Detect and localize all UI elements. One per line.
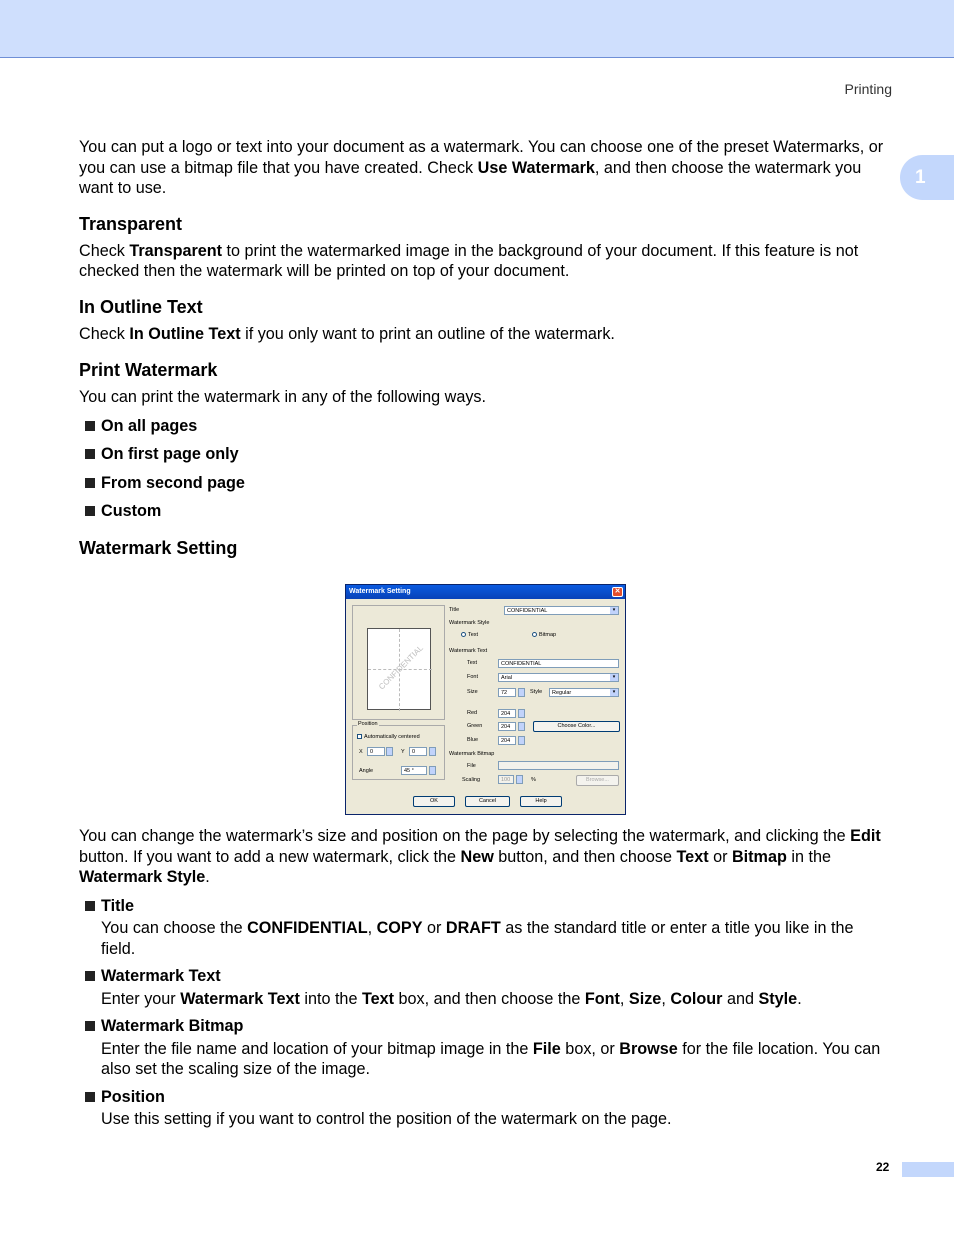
font-select[interactable]: Arial ▾ [498,673,619,682]
angle-spinner[interactable] [429,766,436,775]
y-input[interactable]: 0 [409,747,427,756]
dialog-title-bar [346,585,625,599]
x-input[interactable]: 0 [367,747,385,756]
close-icon[interactable]: ✕ [612,587,623,597]
text-group-label: Watermark Text [449,648,488,654]
page-content [79,137,891,559]
item-watermark-text-text: Enter your Watermark Text into the Text box, and then choose the Font, Size, Colour and Style. [101,989,802,1008]
red-label: Red [467,710,478,716]
text-radio[interactable]: Text [461,632,478,638]
item-watermark-bitmap-label: Watermark Bitmap [79,1016,891,1037]
watermark-setting-dialog [345,584,626,815]
chevron-down-icon: ▾ [610,674,618,681]
red-spinner[interactable] [518,709,525,718]
y-label: Y [401,749,405,755]
item-position-text: Use this setting if you want to control the position of the watermark on the page. [101,1110,672,1128]
size-label: Size [467,689,478,695]
page-number: 22 [876,1160,890,1174]
preview-watermark-text: CONFIDENTIAL [377,643,425,692]
size-input[interactable]: 72 [498,688,516,697]
preview-panel [352,605,445,720]
footer-band [902,1162,954,1177]
scaling-label: Scaling [462,777,481,783]
option-all-pages: On all pages [79,416,891,437]
outline-paragraph: Check In Outline Text if you only want to print an outline of the watermark. [79,324,615,343]
y-spinner[interactable] [429,747,436,756]
title-label: Title [449,607,460,613]
item-watermark-bitmap-text: Enter the file name and location of your bitmap image in the File box, or Browse for the file location. You can also set the scaling size of the image. [101,1039,881,1078]
option-first-page: On first page only [79,444,891,465]
scaling-unit: % [531,777,536,783]
angle-input[interactable]: 45 ° [401,766,427,775]
item-watermark-text-label: Watermark Text [79,966,891,987]
heading-watermark-setting: Watermark Setting [79,537,238,558]
ok-button[interactable]: OK [413,796,455,807]
green-spinner[interactable] [518,722,525,731]
blue-spinner[interactable] [518,736,525,745]
blue-label: Blue [467,737,479,743]
bitmap-group-label: Watermark Bitmap [449,751,495,757]
item-title-label: Title [79,896,891,917]
position-group-label: Position [358,721,378,727]
radio-icon [532,632,537,637]
green-label: Green [467,723,483,729]
auto-center-checkbox[interactable]: Automatically centered [357,734,420,740]
browse-button[interactable]: Browse... [576,775,619,786]
chevron-down-icon: ▾ [610,607,618,614]
after-dialog-paragraph: You can change the watermark’s size and position on the page by selecting the watermark, and clicking the Edit button. If you want to add a new watermark, click the New button, and then choose Text or Bitmap in the Watermark Style. [79,827,881,886]
chapter-tab: 1 [900,155,954,200]
cancel-button[interactable]: Cancel [465,796,510,807]
style-select[interactable]: Regular ▾ [549,688,619,697]
green-input[interactable]: 204 [498,722,516,731]
bitmap-radio[interactable]: Bitmap [532,632,556,638]
scaling-spinner[interactable] [516,775,523,784]
text-label: Text [467,660,478,666]
heading-transparent: Transparent [79,213,183,234]
item-position-label: Position [79,1087,891,1108]
heading-outline: In Outline Text [79,296,203,317]
radio-icon [461,632,466,637]
section-title: Printing [844,81,892,97]
angle-label: Angle [359,768,374,774]
position-group [352,721,445,780]
option-custom: Custom [79,501,891,522]
item-title-text: You can choose the CONFIDENTIAL, COPY or DRAFT as the standard title or enter a title you like in the field. [101,919,854,958]
red-input[interactable]: 204 [498,709,516,718]
intro-paragraph: You can put a logo or text into your document as a watermark. You can choose one of the preset Watermarks, or you can use a bitmap file that you have created. Check Use Watermark, and then choose the watermark you want to use. [79,138,884,197]
heading-print-watermark: Print Watermark [79,360,218,380]
page-content-lower [79,826,891,1130]
help-button[interactable]: Help [520,796,562,807]
size-spinner[interactable] [518,688,525,697]
x-label: X [359,749,363,755]
option-second-page: From second page [79,473,891,494]
print-paragraph: You can print the watermark in any of the following ways. [79,388,487,406]
style-label: Style [530,689,543,695]
x-spinner[interactable] [386,747,393,756]
file-label: File [467,763,476,769]
header-band [0,0,954,58]
checkbox-icon [357,734,362,739]
dialog-title: Watermark Setting [349,588,411,595]
blue-input[interactable]: 204 [498,736,516,745]
style-group-label: Watermark Style [449,620,490,626]
text-input[interactable]: CONFIDENTIAL [498,659,619,668]
choose-colour-button[interactable]: Choose Color... [533,721,620,732]
scaling-input[interactable]: 100 [498,775,514,784]
title-select[interactable]: CONFIDENTIAL ▾ [504,606,619,615]
chevron-down-icon: ▾ [610,689,618,696]
file-input[interactable] [498,761,619,770]
page-preview [367,628,431,710]
transparent-paragraph: Check Transparent to print the watermarked image in the background of your document. If this feature is not checked then the watermark will be printed on top of your document. [79,241,859,280]
font-label: Font [467,674,479,680]
